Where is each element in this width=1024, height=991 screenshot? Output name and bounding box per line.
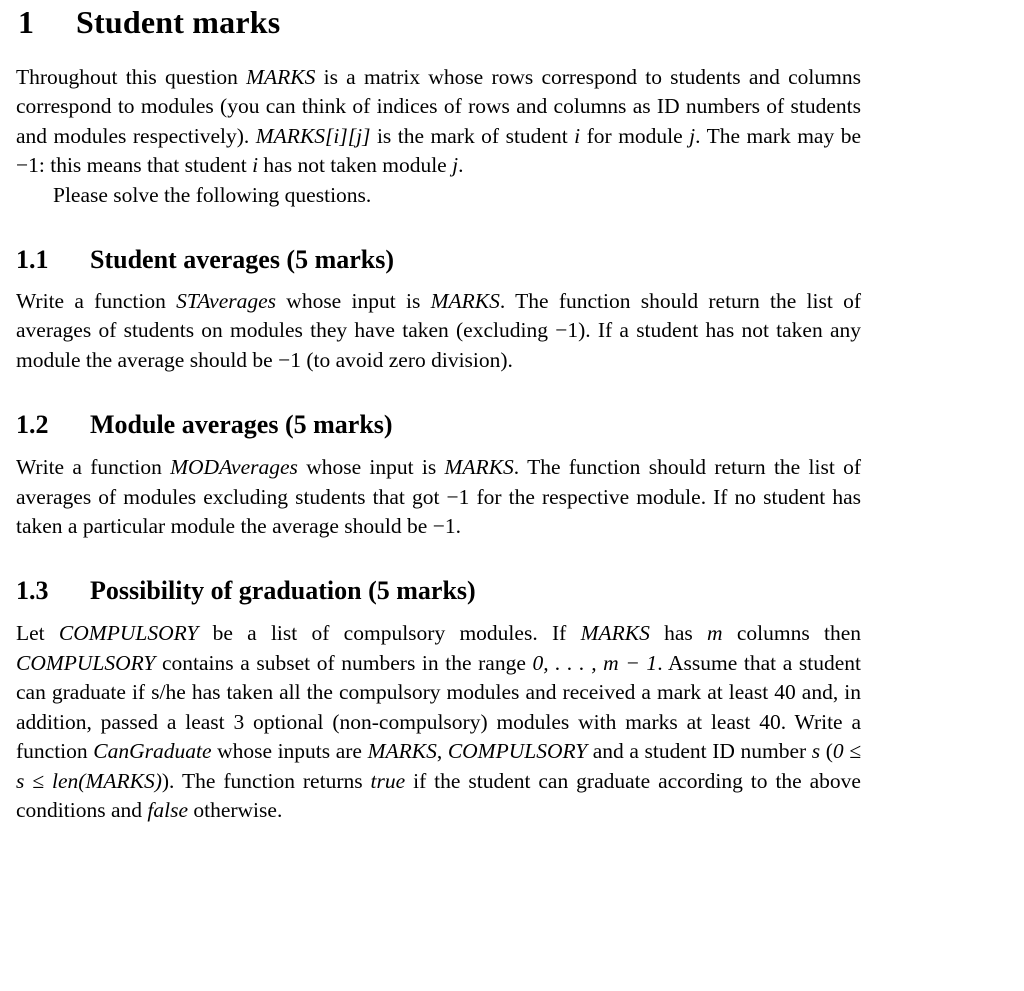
math: m [707, 621, 723, 646]
math: j [689, 123, 696, 148]
text: . The function should return the list of averages of students on modules they have taken (excluding −1). If a student has not taken any module the average should be −1 (to avoid zero division). [16, 289, 861, 372]
math: STAverages [176, 289, 277, 314]
text: . [458, 153, 464, 178]
question-1-2-text [16, 453, 861, 541]
text: , [436, 739, 448, 764]
text: whose input is [276, 289, 431, 314]
subsection-number: 1.1 [16, 245, 49, 275]
subsection-number: 1.2 [16, 410, 49, 440]
math: 0 ≤ s ≤ len(MARKS) [16, 739, 861, 793]
question-1-3-text [16, 619, 861, 825]
text: and a student ID number [587, 739, 812, 764]
math: j [452, 153, 459, 178]
math: [i][j] [325, 123, 371, 148]
subsection-title: Possibility of graduation (5 marks) [90, 576, 476, 606]
math: CanGraduate [93, 739, 212, 764]
math: s [811, 739, 821, 764]
document-page [16, 0, 861, 825]
section-title: Student marks [76, 4, 281, 40]
text: . The mark may be −1: this means that student [16, 123, 861, 178]
subsection-title: Module averages (5 marks) [90, 410, 393, 440]
text: be a list of compulsory modules. If [198, 621, 581, 646]
text: contains a subset of numbers in the range [155, 650, 533, 675]
subsection-heading-1-1 [16, 244, 861, 276]
math: MARKS [444, 455, 514, 480]
math: COMPULSORY [16, 650, 156, 675]
text: is the mark of student [370, 123, 575, 148]
text: . The function should return the list of averages of modules excluding students that got −1 for the respective module. If no student has taken a particular module the average should be −1. [16, 455, 861, 539]
text: Write a function [16, 455, 171, 480]
text: Write a function [16, 289, 177, 314]
subsection-number: 1.3 [16, 576, 49, 606]
text: whose input is [297, 455, 445, 480]
text: . Assume that a student can graduate if s/he has taken all the compulsory modules and received a mark at least 40 and, in addition, passed a least 3 optional (non-compulsory) modules with marks at least 40. Write a function [16, 650, 861, 764]
math: MARKS [580, 621, 650, 646]
math: MARKS [255, 123, 326, 148]
math: true [370, 768, 406, 793]
text: is a matrix whose rows correspond to students and columns correspond to modules (you can think of indices of rows and columns as ID numbers of students and modules respectively). [16, 65, 861, 148]
text: has not taken module [258, 153, 453, 178]
math: MARKS [367, 739, 437, 764]
text: has [649, 621, 708, 646]
section-number: 1 [18, 4, 35, 40]
text: otherwise. [187, 797, 283, 822]
text: ). The function returns [161, 768, 371, 793]
math: i [252, 153, 259, 178]
math: i [574, 123, 581, 148]
math: MODAverages [170, 455, 298, 480]
subsection-heading-1-3 [16, 575, 861, 607]
question-1-1-text [16, 287, 861, 375]
intro-instruction: Please solve the following questions. [53, 182, 372, 207]
math: COMPULSORY [58, 621, 199, 646]
text: for module [580, 123, 690, 148]
math: COMPULSORY [447, 739, 588, 764]
text: whose inputs are [211, 739, 368, 764]
math: false [147, 797, 188, 822]
section-heading [18, 2, 861, 42]
math: 0, . . . , m − 1 [532, 650, 658, 675]
math: MARKS [430, 289, 500, 314]
text: ( [820, 739, 833, 764]
text: Let [16, 621, 59, 646]
text: if the student can graduate according to the above conditions and [16, 768, 861, 822]
subsection-title: Student averages (5 marks) [90, 245, 395, 275]
math: MARKS [246, 65, 316, 89]
text: Throughout this question [16, 65, 247, 89]
subsection-heading-1-2 [16, 409, 861, 441]
intro-paragraph [16, 63, 861, 181]
text: columns then [722, 621, 861, 646]
